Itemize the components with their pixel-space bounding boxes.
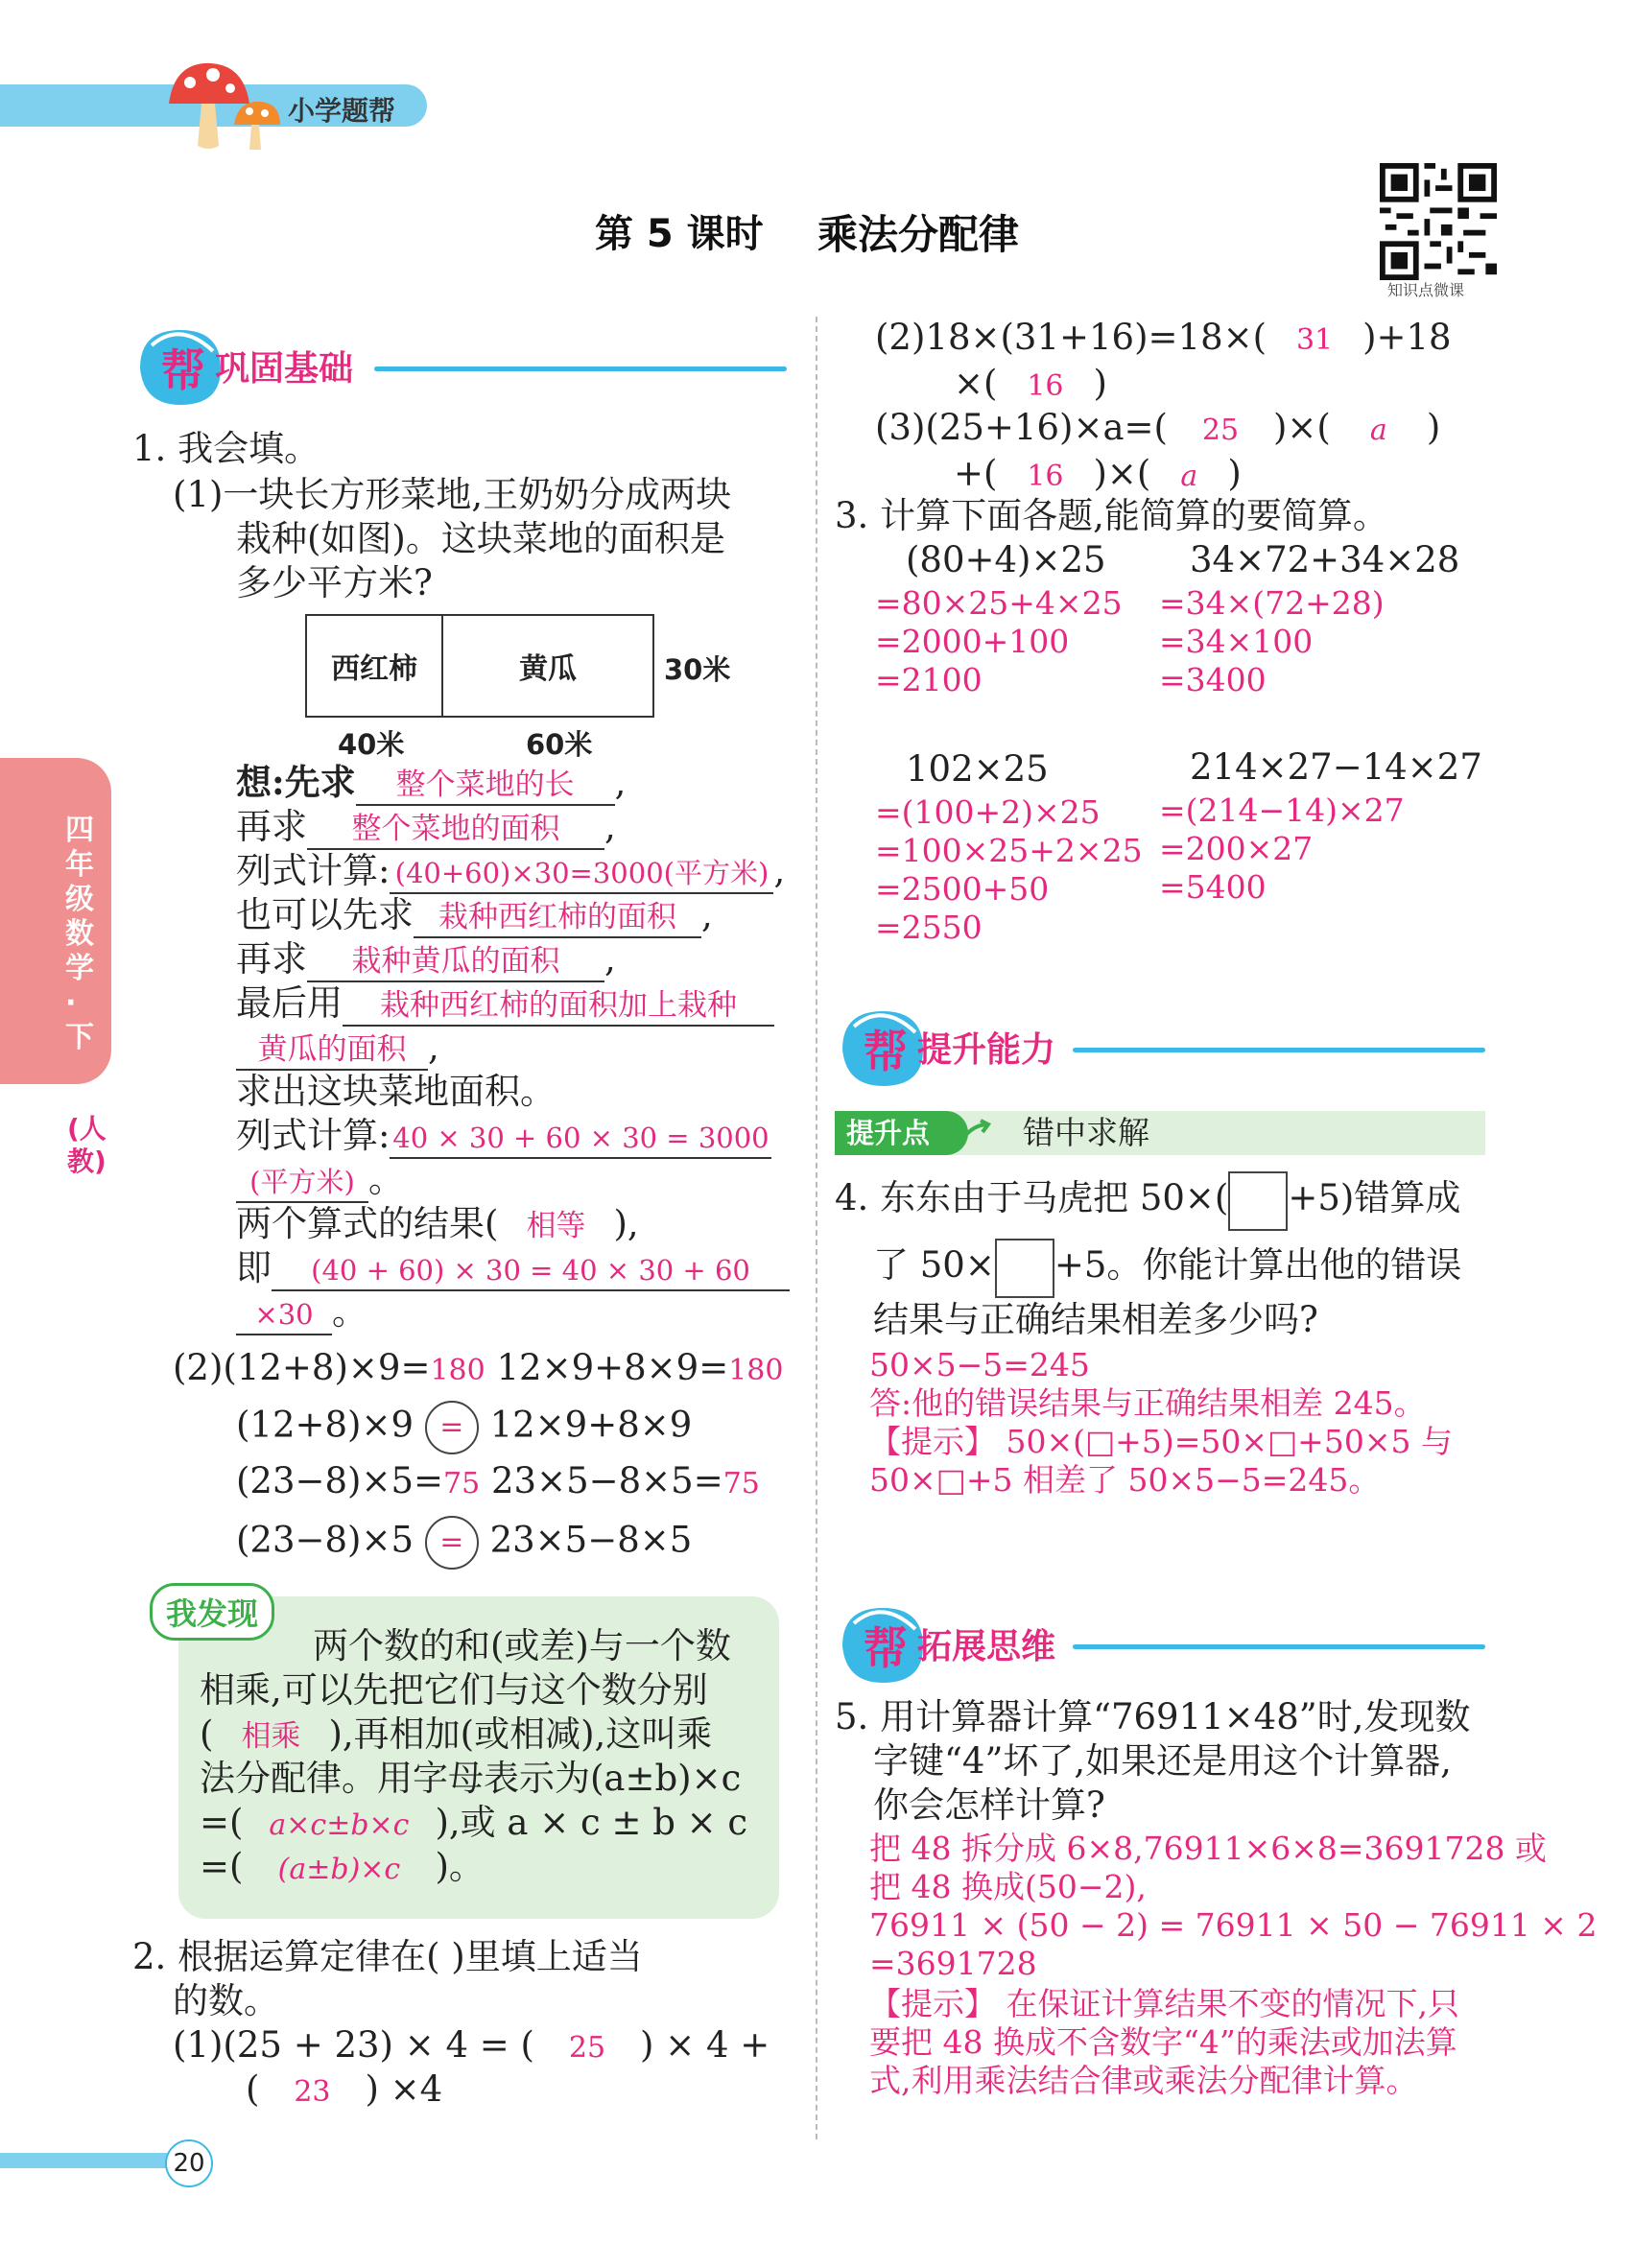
text: ),再相加(或相减),这叫乘 xyxy=(328,1713,713,1755)
answer[interactable]: 25 xyxy=(568,2031,606,2065)
q3c-step-2: =100×25+2×25 xyxy=(875,832,1143,869)
section-head-extend xyxy=(837,1604,1485,1681)
section-head-improve xyxy=(837,1007,1485,1084)
q3d-step-2: =200×27 xyxy=(1159,830,1314,867)
think-line-5 xyxy=(236,936,616,982)
bang-char: 帮 xyxy=(161,344,205,396)
punct: , xyxy=(604,938,616,980)
text: ( xyxy=(200,1713,214,1755)
q3d-expr: 214×27−14×27 xyxy=(1190,746,1482,788)
answer-formula-2[interactable]: 40 × 30 + 60 × 30 = 3000 xyxy=(390,1119,771,1159)
side-tab-grade: 四年级数学·下 xyxy=(65,814,94,1054)
text: 4. 东东由于马虎把 50×( xyxy=(835,1177,1229,1218)
answer[interactable]: a×c±b×c xyxy=(269,1808,410,1842)
text: ) xyxy=(1093,363,1107,404)
answer-sum-1[interactable]: 栽种西红柿的面积加上栽种 xyxy=(343,986,774,1027)
discover-line-1: 两个数的和(或差)与一个数 xyxy=(313,1625,731,1666)
text: 两个算式的结果( xyxy=(236,1203,499,1244)
q2-p1-row1 xyxy=(173,2022,770,2070)
q5-line-2: 字键“4”坏了,如果还是用这个计算器, xyxy=(873,1740,1452,1782)
text: )。 xyxy=(435,1846,485,1887)
discover-line-6 xyxy=(200,1844,485,1892)
q5-hint-2: 要把 48 换成不含数字“4”的乘法或加法算 xyxy=(869,2023,1457,2061)
q5-answer-4: =3691728 xyxy=(869,1945,1037,1982)
column-divider xyxy=(816,317,817,2139)
answer[interactable]: 16 xyxy=(1027,369,1064,403)
q1-p1-line1: (1)一块长方形菜地,王奶奶分成两块 xyxy=(173,474,732,515)
q1-p1-line3: 多少平方米? xyxy=(236,562,433,603)
answer-formula-4[interactable]: ×30 xyxy=(236,1295,332,1335)
answer[interactable]: (a±b)×c xyxy=(277,1853,401,1886)
answer[interactable]: 75 xyxy=(443,1467,481,1500)
text: =( xyxy=(200,1846,244,1887)
text: ),或 a × c ± b × c xyxy=(435,1802,748,1843)
q3d-step-3: =5400 xyxy=(1159,868,1267,906)
footer-bar xyxy=(0,2153,178,2168)
q1-p2-row2 xyxy=(236,1401,692,1454)
q4-answer-1: 50×5−5=245 xyxy=(869,1346,1090,1383)
text: +5)错算成 xyxy=(1288,1177,1461,1218)
think-line-4 xyxy=(236,892,713,938)
brand-name: 小学题帮 xyxy=(288,95,396,127)
text: 列式计算: xyxy=(236,850,391,891)
bang-char: 帮 xyxy=(864,1622,908,1674)
answer-equal[interactable]: 相等 xyxy=(526,1209,586,1243)
compare-circle[interactable]: = xyxy=(425,1401,479,1454)
answer-area[interactable]: 整个菜地的面积 xyxy=(307,810,604,850)
page-title: 乘法分配律 xyxy=(817,211,1020,258)
q3-title: 3. 计算下面各题,能简算的要简算。 xyxy=(835,495,1388,536)
think-line-1 xyxy=(236,760,626,806)
text: 12×9+8×9 xyxy=(489,1404,693,1446)
think-line-2 xyxy=(236,804,616,850)
q2-p2-row1 xyxy=(875,315,1452,363)
text: 最后用 xyxy=(236,982,343,1024)
q4-tag-text: 错中求解 xyxy=(1023,1114,1149,1151)
text: (3)(25+16)×a=( xyxy=(875,407,1168,448)
punct: , xyxy=(701,894,713,935)
think-line-10 xyxy=(236,1157,404,1203)
text: +( xyxy=(954,453,998,494)
punct: ), xyxy=(613,1203,639,1244)
text: 再求 xyxy=(236,806,307,847)
think-lead: 想:先求 xyxy=(236,761,356,803)
text: )+18 xyxy=(1362,317,1452,358)
text: (23−8)×5 xyxy=(236,1519,414,1561)
q1-p2-row4 xyxy=(236,1516,692,1570)
text: +5。你能计算出他的错误 xyxy=(1054,1244,1462,1286)
q1-p2-row3 xyxy=(236,1458,760,1506)
q5-answer-2: 把 48 换成(50−2), xyxy=(869,1868,1147,1905)
q3c-step-1: =(100+2)×25 xyxy=(875,793,1101,831)
q3b-step-1: =34×(72+28) xyxy=(1159,584,1385,622)
text: ) ×4 xyxy=(365,2068,443,2110)
q3a-step-3: =2100 xyxy=(875,661,983,698)
text: ( xyxy=(246,2068,260,2110)
section-rule xyxy=(1073,1048,1485,1052)
think-line-12 xyxy=(236,1245,790,1291)
answer-formula-1[interactable]: (40+60)×30=3000(平方米) xyxy=(390,854,773,894)
text: 再求 xyxy=(236,938,307,980)
fig-width2-label: 60米 xyxy=(526,728,593,761)
compare-circle[interactable]: = xyxy=(425,1516,479,1570)
section-rule xyxy=(1073,1644,1485,1649)
page-number: 20 xyxy=(165,2139,213,2187)
q3a-expr: (80+4)×25 xyxy=(906,539,1106,580)
text: )×( xyxy=(1093,453,1151,494)
q2-p3-row1 xyxy=(875,405,1440,453)
text: (23−8)×5= xyxy=(236,1460,444,1501)
think-line-6 xyxy=(236,980,774,1027)
q2-p2-row2 xyxy=(954,361,1107,409)
answer[interactable]: 31 xyxy=(1295,323,1334,357)
text: ) × 4 + xyxy=(640,2024,770,2066)
answer-formula-3[interactable]: (40 + 60) × 30 = 40 × 30 + 60 xyxy=(272,1251,790,1291)
answer-unit[interactable]: (平方米) xyxy=(236,1163,368,1203)
blank-box[interactable] xyxy=(995,1239,1054,1298)
text: 23×5−8×5 xyxy=(489,1519,693,1561)
text: 23×5−8×5= xyxy=(491,1460,723,1501)
answer-length[interactable]: 整个菜地的长 xyxy=(356,766,615,806)
punct: , xyxy=(604,806,616,847)
arrow-icon xyxy=(956,1119,994,1147)
q4-hint-1: 【提示】 50×(□+5)=50×□+50×5 与 xyxy=(869,1423,1453,1460)
q3b-step-2: =34×100 xyxy=(1159,623,1314,660)
answer-sum-2[interactable]: 黄瓜的面积 xyxy=(236,1030,428,1071)
blank-box[interactable] xyxy=(1228,1171,1288,1231)
discover-line-2: 相乘,可以先把它们与这个数分别 xyxy=(200,1669,708,1711)
answer-cucumber-area[interactable]: 栽种黄瓜的面积 xyxy=(307,942,604,982)
answer[interactable]: 23 xyxy=(294,2075,331,2109)
text: (1)(25 + 23) × 4 = ( xyxy=(173,2024,534,2066)
section-title-extend: 拓展思维 xyxy=(917,1627,1056,1666)
think-line-11 xyxy=(236,1201,639,1249)
punct: , xyxy=(428,1027,439,1068)
q5-answer-1: 把 48 拆分成 6×8,76911×6×8=3691728 或 xyxy=(869,1830,1547,1867)
answer[interactable]: a xyxy=(1180,460,1198,493)
q1-p2-row1 xyxy=(173,1345,783,1393)
fig-height-label: 30米 xyxy=(664,653,731,686)
text: 也可以先求 xyxy=(236,894,414,935)
text: )×( xyxy=(1272,407,1331,448)
side-tab-edition: (人教) xyxy=(67,1113,107,1177)
section-title-improve: 提升能力 xyxy=(917,1030,1056,1070)
text: ) xyxy=(1426,407,1441,448)
lesson-number: 第 5 课时 xyxy=(595,212,764,256)
text: (2)(12+8)×9= xyxy=(173,1347,431,1388)
q5-hint-1: 【提示】 在保证计算结果不变的情况下,只 xyxy=(869,1985,1459,2022)
q4-line-1 xyxy=(835,1169,1460,1231)
q2-line-1: 2. 根据运算定律在( )里填上适当 xyxy=(132,1936,643,1977)
qr-caption: 知识点微课 xyxy=(1387,281,1465,299)
answer[interactable]: 180 xyxy=(430,1354,485,1387)
text: ) xyxy=(1227,453,1242,494)
q3c-step-3: =2500+50 xyxy=(875,870,1050,908)
q3c-expr: 102×25 xyxy=(906,748,1049,790)
garden-figure xyxy=(305,614,654,718)
q3b-step-3: =3400 xyxy=(1159,661,1267,698)
discover-line-3 xyxy=(200,1712,712,1760)
punct: , xyxy=(773,850,786,891)
think-line-3 xyxy=(236,848,785,894)
think-line-8: 求出这块菜地面积。 xyxy=(236,1071,556,1112)
q3d-step-1: =(214−14)×27 xyxy=(1159,791,1405,829)
mushroom-logo-icon xyxy=(161,58,284,154)
q4-hint-2: 50×□+5 相差了 50×5−5=245。 xyxy=(869,1461,1381,1499)
answer[interactable]: 相乘 xyxy=(241,1719,301,1754)
discover-label: 我发现 xyxy=(150,1583,274,1641)
qr-code-icon[interactable] xyxy=(1380,163,1497,280)
q1-title: 1. 我会填。 xyxy=(132,428,320,469)
answer[interactable]: 180 xyxy=(728,1354,784,1387)
answer[interactable]: 16 xyxy=(1027,460,1064,493)
q5-answer-3: 76911 × (50 − 2) = 76911 × 50 − 76911 × 2 xyxy=(869,1906,1598,1944)
fig-width1-label: 40米 xyxy=(338,728,405,761)
q4-answer-2: 答:他的错误结果与正确结果相差 245。 xyxy=(869,1384,1426,1422)
q5-line-3: 你会怎样计算? xyxy=(873,1784,1105,1826)
punct: , xyxy=(614,762,627,803)
q3b-expr: 34×72+34×28 xyxy=(1190,539,1460,580)
text: ×( xyxy=(954,363,998,404)
q3a-step-2: =2000+100 xyxy=(875,623,1070,660)
bang-char: 帮 xyxy=(864,1026,908,1077)
punct: 。 xyxy=(368,1159,404,1200)
text: (2)18×(31+16)=18×( xyxy=(875,317,1267,358)
text: =( xyxy=(200,1802,244,1843)
q4-line-2 xyxy=(873,1236,1461,1298)
q3a-step-1: =80×25+4×25 xyxy=(875,584,1123,622)
section-title-basic: 巩固基础 xyxy=(215,349,354,389)
discover-line-5 xyxy=(200,1800,747,1848)
section-rule xyxy=(374,366,787,371)
answer[interactable]: 25 xyxy=(1201,413,1240,447)
section-head-basic xyxy=(134,326,787,403)
text: (12+8)×9 xyxy=(236,1404,414,1446)
text: 了 50× xyxy=(873,1244,995,1286)
q4-line-3: 结果与正确结果相差多少吗? xyxy=(873,1299,1318,1340)
text: 12×9+8×9= xyxy=(496,1347,729,1388)
punct: 。 xyxy=(332,1291,367,1333)
q5-hint-3: 式,利用乘法结合律或乘法分配律计算。 xyxy=(869,2062,1418,2099)
text: 列式计算: xyxy=(236,1115,391,1156)
think-line-13 xyxy=(236,1289,367,1335)
q2-p1-row2 xyxy=(246,2067,442,2114)
think-line-9 xyxy=(236,1113,771,1159)
q4-tag: 提升点 xyxy=(835,1111,968,1155)
q2-p3-row2 xyxy=(954,451,1242,499)
think-line-7 xyxy=(236,1025,439,1071)
text: 即 xyxy=(236,1247,272,1288)
answer[interactable]: a xyxy=(1369,413,1387,447)
tomato-plot: 西红柿 xyxy=(307,616,443,716)
cucumber-plot: 黄瓜 xyxy=(519,652,577,686)
q1-p1-line2: 栽种(如图)。这块菜地的面积是 xyxy=(236,518,725,559)
discover-line-4: 法分配律。用字母表示为(a±b)×c xyxy=(200,1758,742,1799)
q5-line-1: 5. 用计算器计算“76911×48”时,发现数 xyxy=(835,1696,1471,1737)
q2-line-2: 的数。 xyxy=(173,1980,279,2021)
q3c-step-4: =2550 xyxy=(875,909,983,946)
answer[interactable]: 75 xyxy=(722,1467,760,1500)
answer-tomato-area[interactable]: 栽种西红柿的面积 xyxy=(414,898,701,938)
